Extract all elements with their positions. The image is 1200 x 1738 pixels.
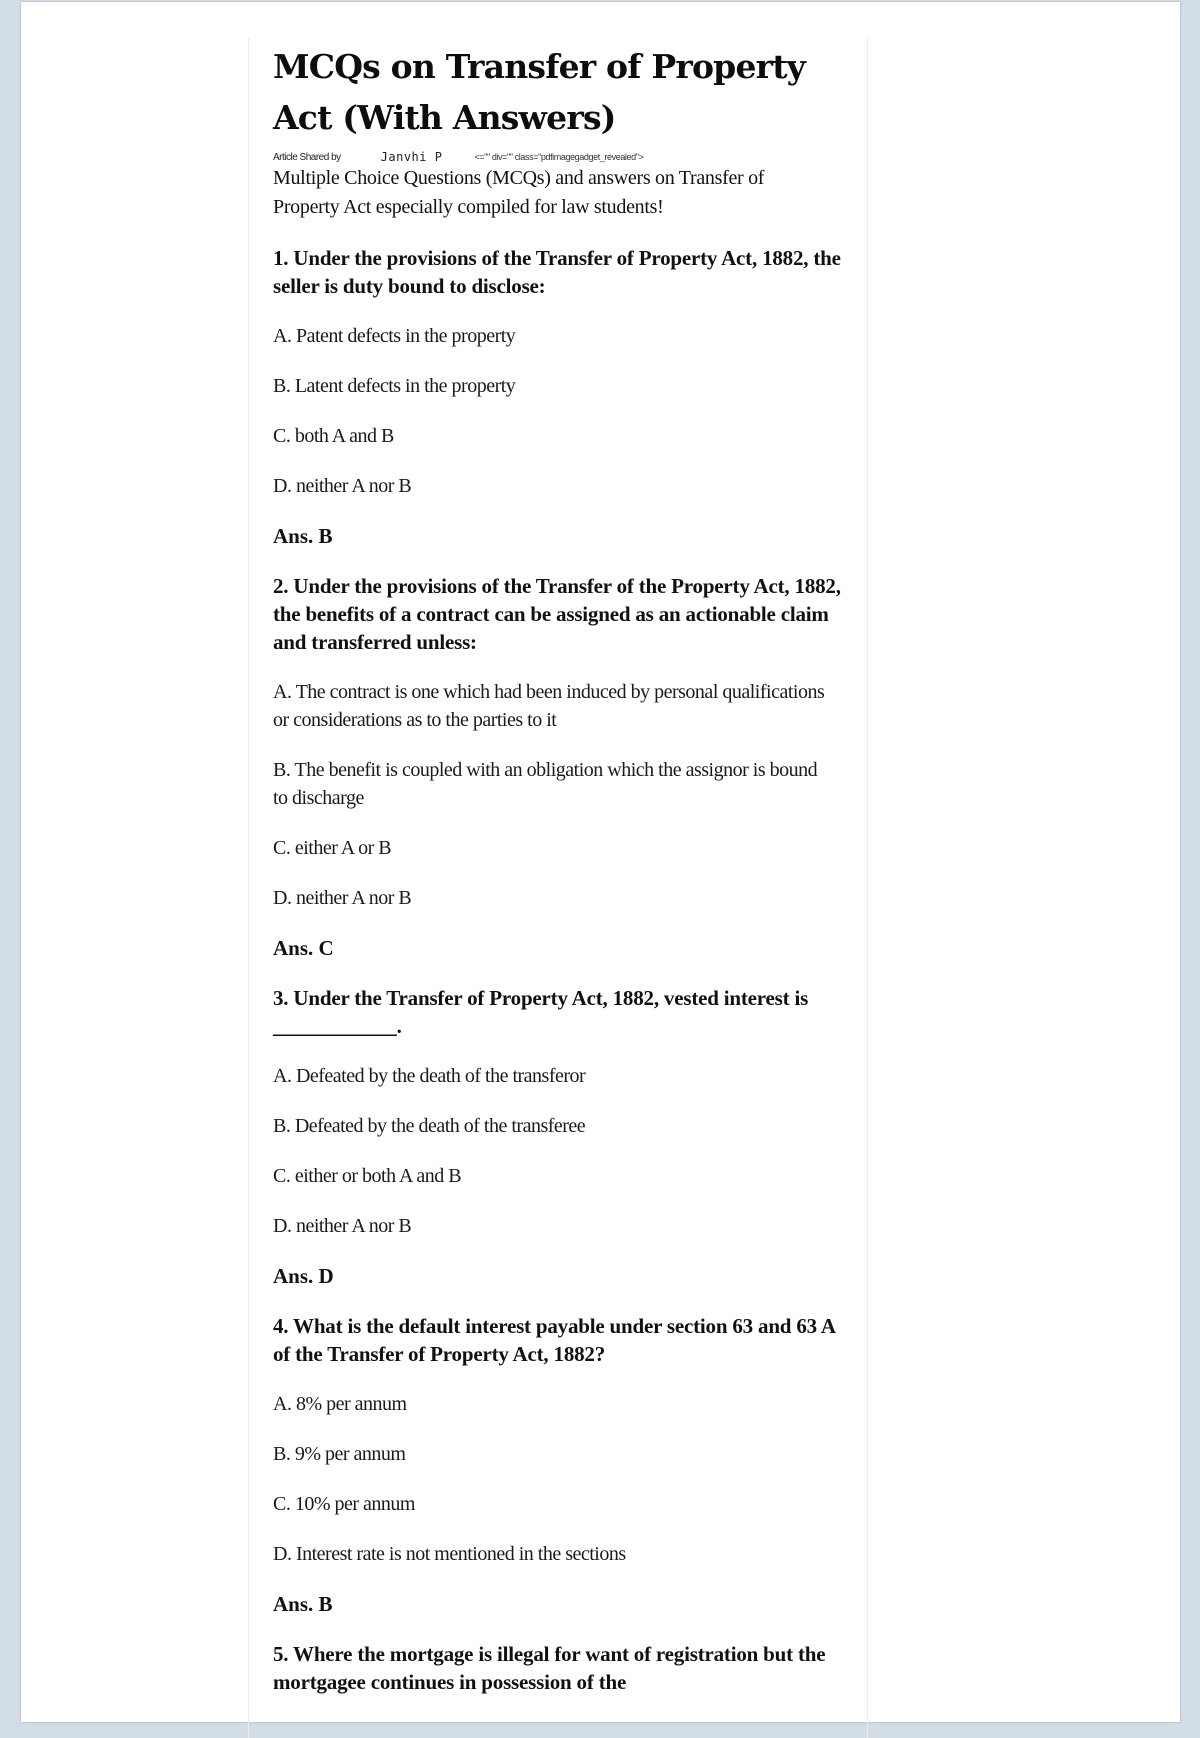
option-b: B. Defeated by the death of the transferee bbox=[273, 1115, 586, 1137]
answer-text: Ans. D bbox=[273, 1264, 334, 1288]
question-text: 2. Under the provisions of the Transfer of the Property Act, 1882, the benefits of a contract can be assigned as an actionable claim and transferred unless: bbox=[273, 574, 841, 654]
answer-text: Ans. B bbox=[273, 524, 333, 548]
document-page bbox=[21, 2, 1180, 1722]
byline bbox=[273, 150, 867, 164]
stray-markup-text: <="" div="" class="pdfimagegadget_revealed"> bbox=[474, 152, 644, 162]
question-text: 3. Under the Transfer of Property Act, 1882, vested interest is ____________. bbox=[273, 986, 809, 1038]
option-a: A. The contract is one which had been induced by personal qualifications or considerations as to the parties to it bbox=[273, 681, 825, 731]
option-c: C. either or both A and B bbox=[273, 1165, 462, 1187]
article-column bbox=[248, 38, 868, 1738]
page-title: MCQs on Transfer of Property Act (With Answers) bbox=[273, 47, 806, 137]
intro-paragraph: Multiple Choice Questions (MCQs) and answers on Transfer of Property Act especially compiled for law students! bbox=[273, 167, 765, 218]
option-d: D. neither A nor B bbox=[273, 1215, 412, 1237]
option-b: B. Latent defects in the property bbox=[273, 375, 516, 397]
option-c: C. both A and B bbox=[273, 425, 394, 447]
answer-text: Ans. B bbox=[273, 1592, 333, 1616]
question-block-5 bbox=[273, 1640, 867, 1696]
answer-text: Ans. C bbox=[273, 936, 334, 960]
option-c: C. either A or B bbox=[273, 837, 392, 859]
question-text: 4. What is the default interest payable under section 63 and 63 A of the Transfer of Property Act, 1882? bbox=[273, 1314, 835, 1366]
author-name[interactable]: Janvhi P bbox=[380, 150, 443, 164]
option-d: D. neither A nor B bbox=[273, 887, 412, 909]
question-text: 5. Where the mortgage is illegal for want of registration but the mortgagee continues in possession of the bbox=[273, 1642, 826, 1694]
question-text: 1. Under the provisions of the Transfer of Property Act, 1882, the seller is duty bound to disclose: bbox=[273, 246, 841, 298]
option-b: B. The benefit is coupled with an obligation which the assignor is bound to discharge bbox=[273, 759, 818, 809]
option-c: C. 10% per annum bbox=[273, 1493, 415, 1515]
option-a: A. Defeated by the death of the transferor bbox=[273, 1065, 586, 1087]
option-a: A. Patent defects in the property bbox=[273, 325, 516, 347]
byline-label: Article Shared by bbox=[273, 151, 341, 163]
option-a: A. 8% per annum bbox=[273, 1393, 407, 1415]
question-block-2 bbox=[273, 572, 867, 962]
option-b: B. 9% per annum bbox=[273, 1443, 406, 1465]
question-block-4 bbox=[273, 1312, 867, 1618]
option-d: D. Interest rate is not mentioned in the sections bbox=[273, 1543, 626, 1565]
option-d: D. neither A nor B bbox=[273, 475, 412, 497]
question-block-1 bbox=[273, 244, 867, 550]
question-block-3 bbox=[273, 984, 867, 1290]
